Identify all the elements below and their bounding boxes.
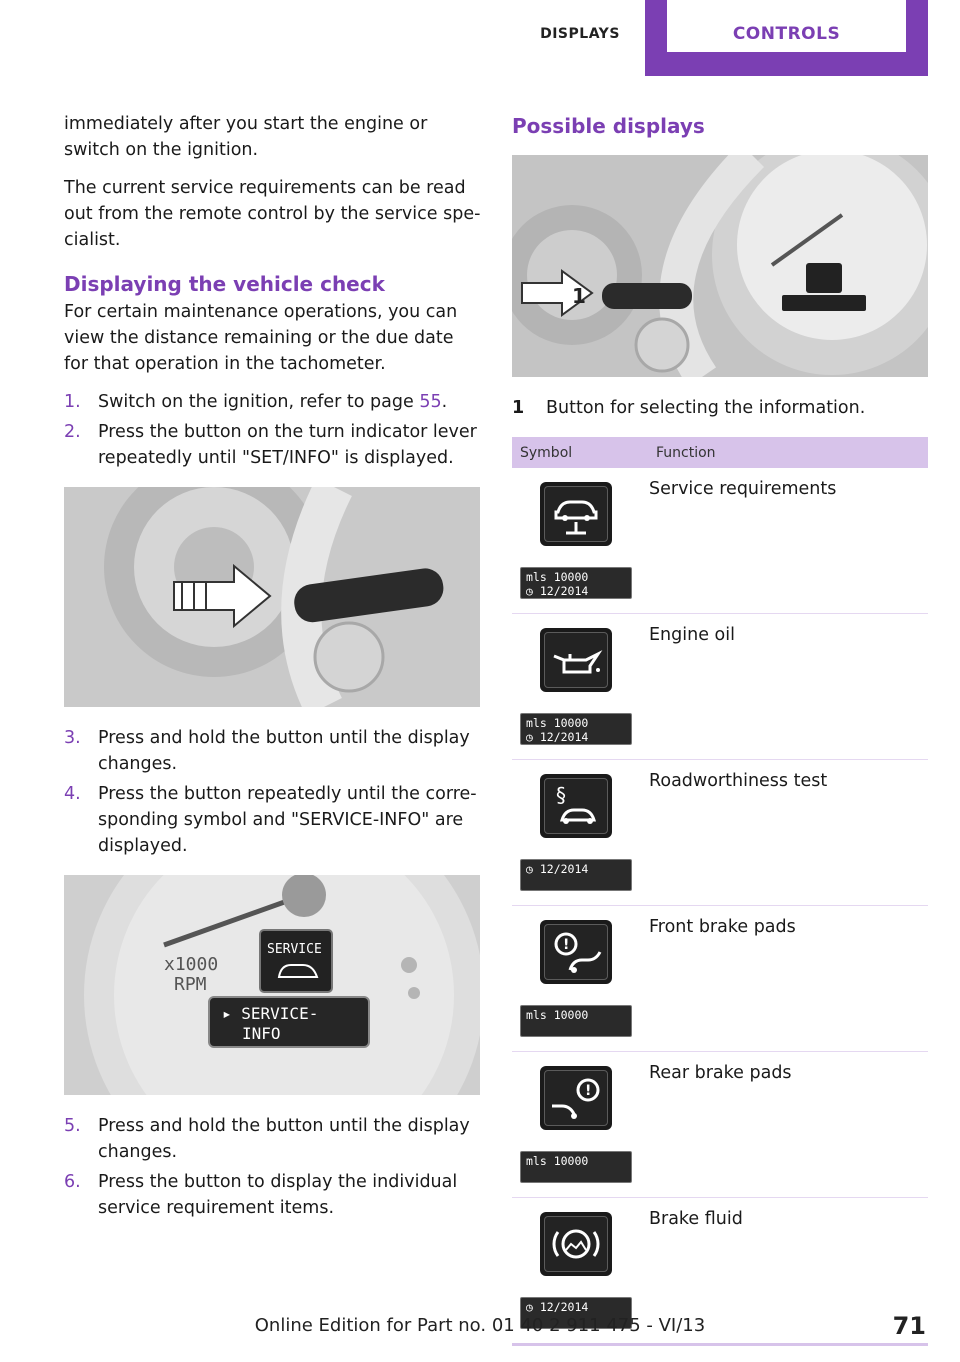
- column-header-function: Function: [648, 437, 928, 468]
- symbol-table: [512, 437, 928, 1346]
- lcd-date: ◷ 12/2014: [526, 730, 589, 744]
- svg-text:!: !: [563, 937, 570, 953]
- gauge-info-line2: INFO: [242, 1024, 281, 1043]
- step-number: 6.: [64, 1172, 81, 1192]
- step-text: Press the button on the turn indicator lever repeatedly until "SET/INFO" is displayed.: [98, 422, 477, 468]
- step-item: [64, 781, 482, 859]
- gauge-service: SERVICE: [267, 942, 322, 957]
- step-text: Press and hold the button until the display changes.: [98, 1116, 470, 1162]
- tachometer-photo: [64, 875, 480, 1095]
- function-name: Roadworthiness test: [648, 760, 928, 906]
- function-name: Front brake pads: [648, 906, 928, 1052]
- step-number: 2.: [64, 422, 81, 442]
- footer-edition: Online Edition for Part no. 01 40 2 911 475 - VI/13: [254, 1315, 706, 1336]
- step-number: 5.: [64, 1116, 81, 1136]
- brake-fluid-icon: [540, 1212, 612, 1276]
- table-row: [512, 760, 928, 906]
- step-item: [64, 1169, 482, 1221]
- turn-indicator-lever-photo: [64, 487, 480, 707]
- svg-text:!: !: [585, 1083, 592, 1099]
- step-number: 1.: [64, 392, 81, 412]
- function-name: Brake fluid: [648, 1198, 928, 1345]
- steps-list-b: [64, 725, 482, 859]
- function-name: Rear brake pads: [648, 1052, 928, 1198]
- cockpit-photo: [512, 155, 928, 377]
- paragraph-remote-control: The current service requirements can be read out from the remote control by the service specialist.: [64, 178, 481, 250]
- lcd-date: ◷ 12/2014: [526, 1300, 589, 1314]
- paragraph-ignition: immediately after you start the engine or switch on the ignition.: [64, 114, 428, 160]
- lcd-date: mls 10000: [526, 1154, 589, 1168]
- lcd-date: mls 10000: [526, 1008, 589, 1022]
- lcd-display: [520, 567, 632, 599]
- table-row: [512, 906, 928, 1052]
- steps-list-c: [64, 1113, 482, 1221]
- heading-vehicle-check: Displaying the vehicle check: [64, 272, 385, 296]
- callout-number: 1: [572, 284, 586, 308]
- lcd-display: [520, 1005, 632, 1037]
- car-lift-icon: [540, 482, 612, 546]
- lcd-date: ◷ 12/2014: [526, 862, 589, 876]
- inspection-car-icon: [540, 774, 612, 838]
- svg-text:§: §: [556, 783, 566, 807]
- table-row: [512, 614, 928, 760]
- tab-controls-label: CONTROLS: [667, 0, 906, 52]
- step-item: [64, 389, 482, 415]
- right-column: [512, 111, 928, 1346]
- table-row: [512, 468, 928, 614]
- legend-item: [512, 395, 928, 421]
- left-column: [64, 111, 482, 1225]
- paragraph-intro: For certain maintenance operations, you can view the distance remaining or the due date for that operation in the tachometer.: [64, 302, 458, 374]
- step-item: [64, 419, 482, 471]
- function-name: Engine oil: [648, 614, 928, 760]
- step-number: 4.: [64, 784, 81, 804]
- step-item: [64, 1113, 482, 1165]
- step-text-end: .: [441, 392, 448, 412]
- lcd-date: ◷ 12/2014: [526, 584, 589, 598]
- page-number: 71: [892, 1312, 926, 1340]
- lcd-distance: mls 10000: [526, 570, 589, 584]
- column-header-symbol: Symbol: [512, 437, 648, 468]
- lcd-display: [520, 713, 632, 745]
- lcd-display: [520, 1151, 632, 1183]
- gauge-rpm: RPM: [174, 974, 207, 995]
- heading-possible-displays: Possible displays: [512, 114, 705, 138]
- tab-controls[interactable]: [645, 0, 928, 76]
- page-link[interactable]: 55: [419, 392, 442, 412]
- oil-can-icon: [540, 628, 612, 692]
- lcd-display: [520, 859, 632, 891]
- step-text: Press the button to display the individual service requirement items.: [98, 1172, 458, 1218]
- rear-brake-icon: [540, 1066, 612, 1130]
- legend-text: Button for selecting the information.: [546, 398, 866, 418]
- function-name: Service requirements: [648, 468, 928, 614]
- step-item: [64, 725, 482, 777]
- gauge-info-line1: ▸ SERVICE-: [222, 1004, 319, 1023]
- steps-list-a: [64, 389, 482, 471]
- gauge-x1000: x1000: [164, 954, 219, 975]
- step-text: Press and hold the button until the display changes.: [98, 728, 470, 774]
- legend-number: 1: [512, 398, 525, 418]
- front-brake-icon: [540, 920, 612, 984]
- lcd-distance: mls 10000: [526, 716, 589, 730]
- tab-displays[interactable]: DISPLAYS: [540, 26, 620, 42]
- step-text: Switch on the ignition, refer to page: [98, 392, 420, 412]
- step-text: Press the button repeatedly until the corresponding symbol and "SERVICE-INFO" are displayed.: [98, 784, 477, 856]
- step-number: 3.: [64, 728, 81, 748]
- table-row: [512, 1052, 928, 1198]
